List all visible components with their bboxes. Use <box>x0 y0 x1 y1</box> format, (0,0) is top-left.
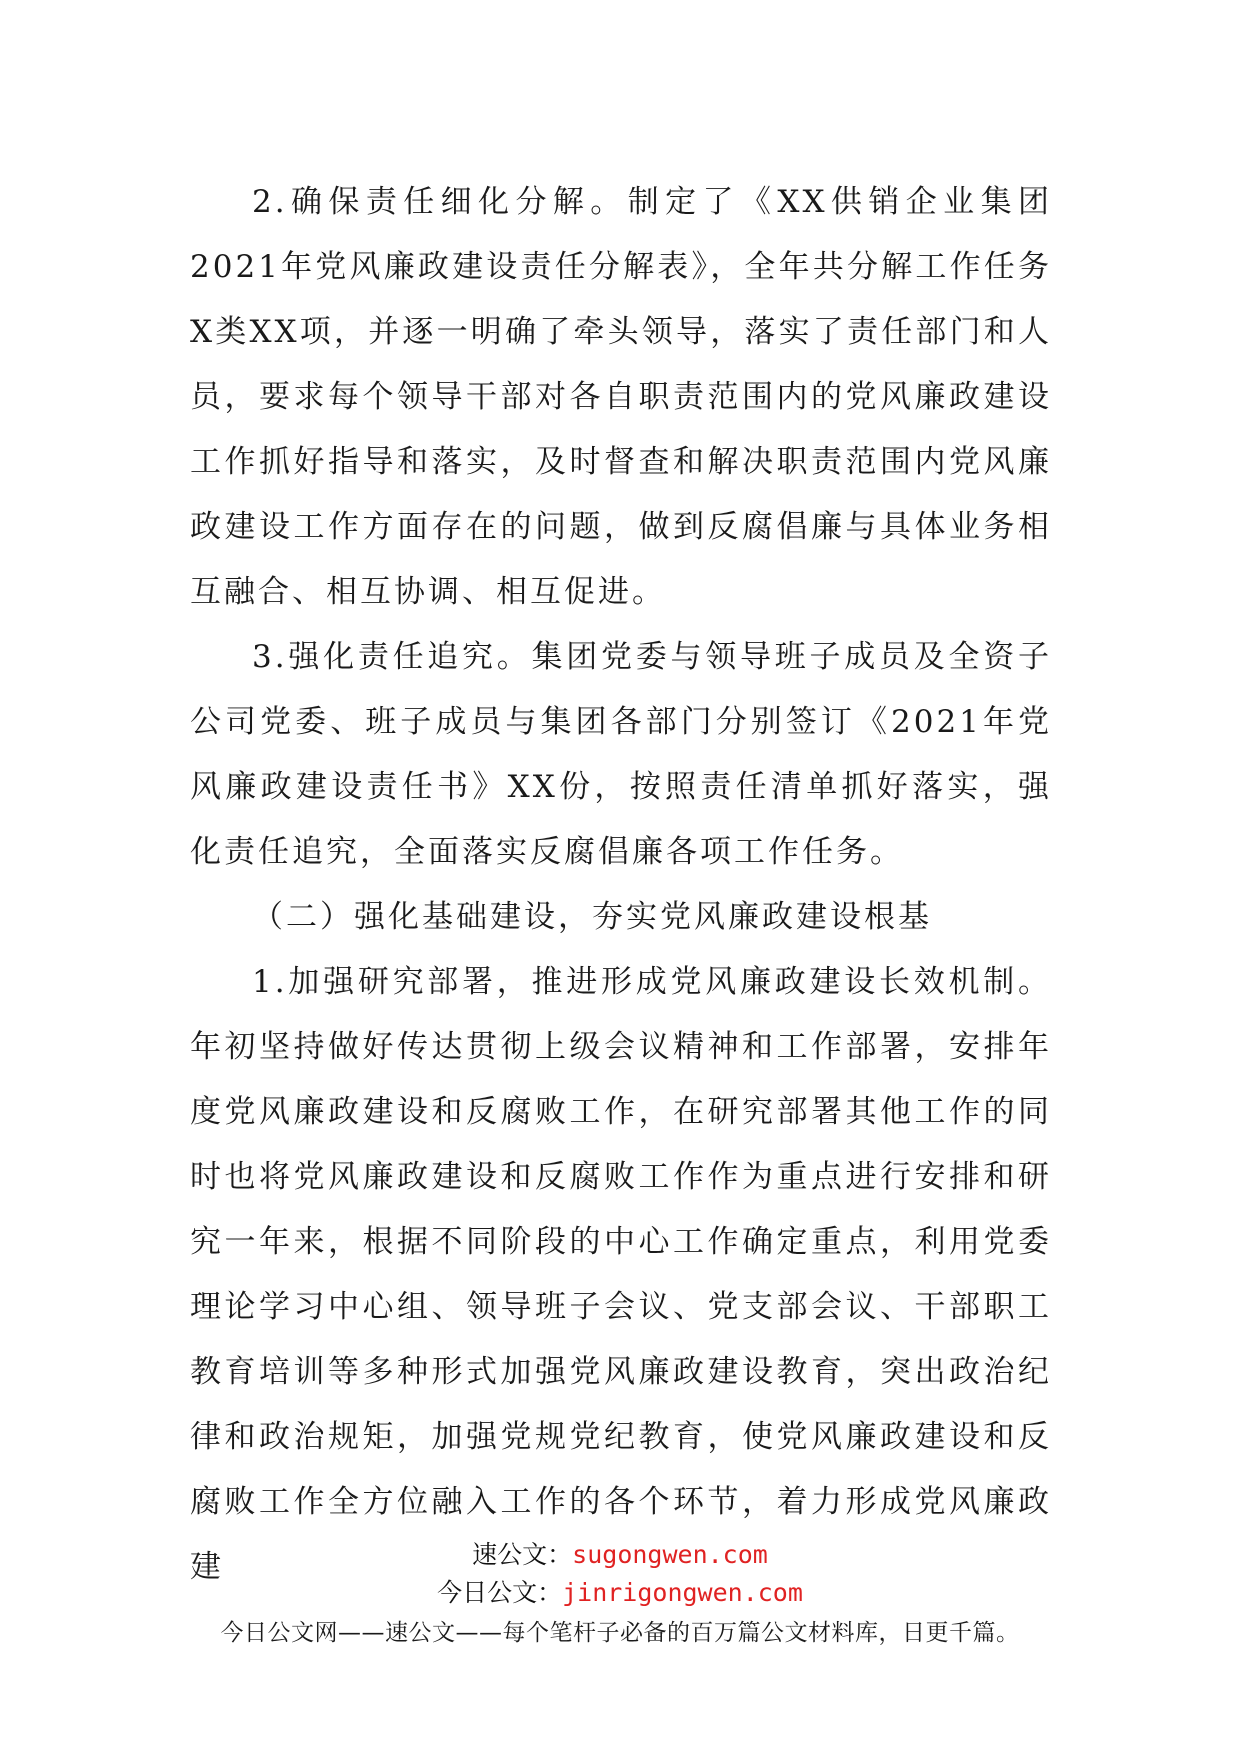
section-heading-foundation: （二）强化基础建设，夯实党风廉政建设根基 <box>252 899 932 935</box>
footer-sugongwen-label: 速公文： <box>472 1540 573 1569</box>
document-body <box>190 170 1052 1600</box>
paragraph-accountability: 3.强化责任追究。集团党委与领导班子成员及全资子公司党委、班子成员与集团各部门分别签订《2021年党风廉政建设责任书》XX份，按照责任清单抓好落实，强化责任追究，全面落实反腐倡廉各项工作任务。 <box>190 639 1052 870</box>
footer-sugongwen <box>0 1538 1240 1572</box>
footer-jinrigongwen <box>0 1576 1240 1610</box>
footer-jinrigongwen-link[interactable]: jinrigongwen.com <box>562 1578 803 1607</box>
footer-sugongwen-link[interactable]: sugongwen.com <box>572 1540 768 1569</box>
footer-jinrigongwen-label: 今日公文： <box>437 1578 563 1607</box>
paragraph-responsibility-breakdown: 2.确保责任细化分解。制定了《XX供销企业集团2021年党风廉政建设责任分解表》，全年共分解工作任务X类XX项，并逐一明确了牵头领导，落实了责任部门和人员，要求每个领导干部对各自职责范围内的党风廉政建设工作抓好指导和落实，及时督查和解决职责范围内党风廉政建设工作方面存在的问题，做到反腐倡廉与具体业务相互融合、相互协调、相互促进。 <box>190 184 1052 610</box>
paragraph-research-deployment: 1.加强研究部署，推进形成党风廉政建设长效机制。年初坚持做好传达贯彻上级会议精神和工作部署，安排年度党风廉政建设和反腐败工作，在研究部署其他工作的同时也将党风廉政建设和反腐败工作作为重点进行安排和研究一年来，根据不同阶段的中心工作确定重点，利用党委理论学习中心组、领导班子会议、党支部会议、干部职工教育培训等多种形式加强党风廉政建设教育，突出政治纪律和政治规矩，加强党规党纪教育，使党风廉政建设和反腐败工作全方位融入工作的各个环节，着力形成党风廉政建 <box>190 964 1052 1585</box>
footer-slogan: 今日公文网——速公文——每个笔杆子必备的百万篇公文材料库，日更千篇。 <box>220 1620 1020 1646</box>
